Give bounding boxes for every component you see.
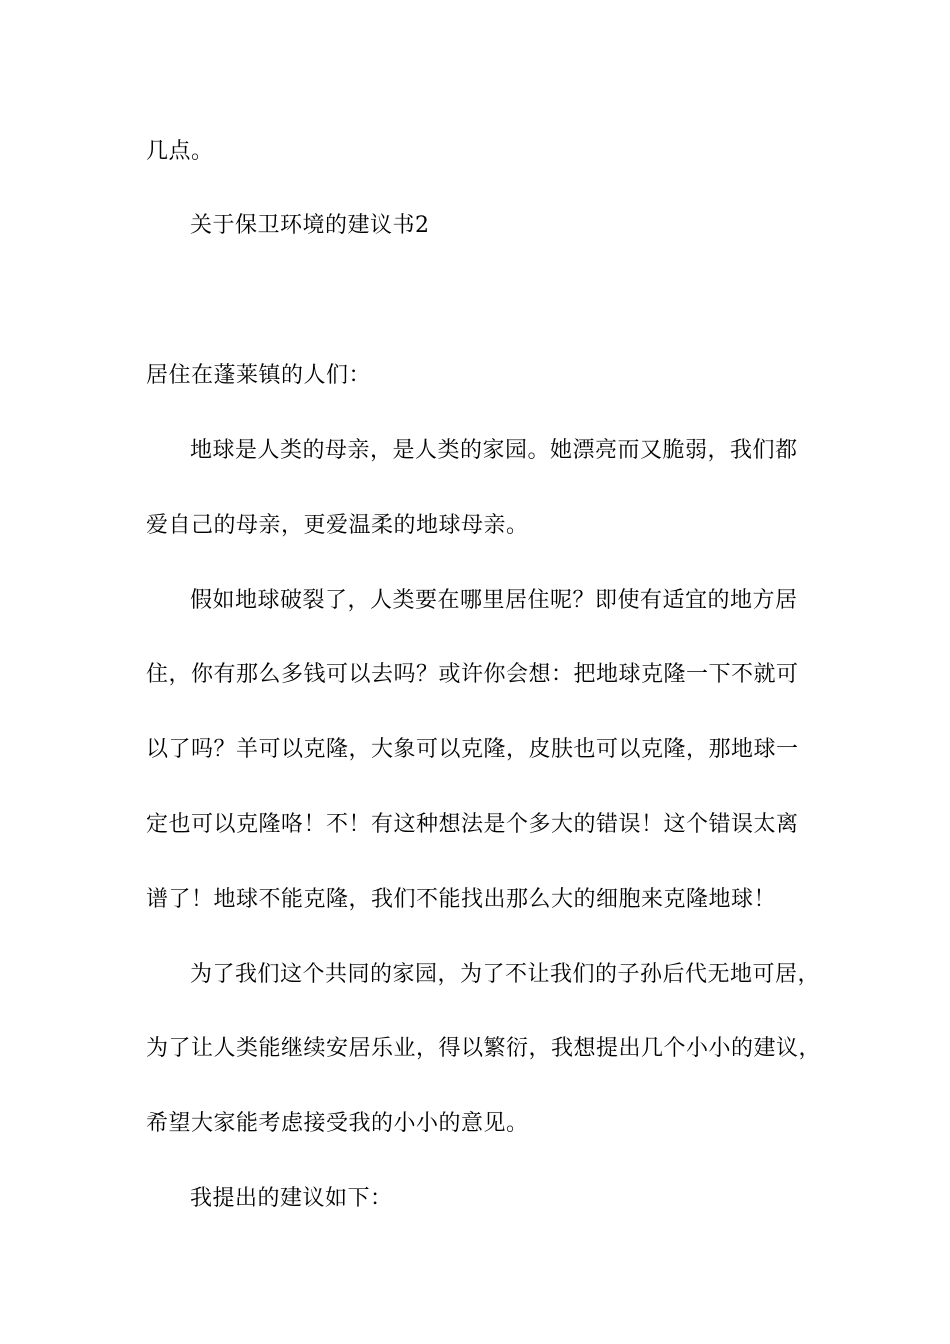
section-title: 关于保卫环境的建议书2 bbox=[190, 213, 430, 238]
paragraph-line: 定也可以克隆咯！不！有这种想法是个多大的错误！这个错误太离 bbox=[146, 812, 799, 837]
paragraph-line: 地球是人类的母亲，是人类的家园。她漂亮而又脆弱，我们都 bbox=[190, 438, 798, 463]
salutation: 居住在蓬莱镇的人们： bbox=[146, 363, 372, 388]
text-line-continuation: 几点。 bbox=[146, 139, 214, 164]
paragraph-line: 谱了！地球不能克隆，我们不能找出那么大的细胞来克隆地球！ bbox=[146, 887, 777, 912]
paragraph-line: 假如地球破裂了，人类要在哪里居住呢？即使有适宜的地方居 bbox=[190, 588, 798, 613]
paragraph-line: 住，你有那么多钱可以去吗？或许你会想：把地球克隆一下不就可 bbox=[146, 662, 799, 687]
paragraph-line: 希望大家能考虑接受我的小小的意见。 bbox=[146, 1111, 529, 1136]
paragraph-line: 爱自己的母亲，更爱温柔的地球母亲。 bbox=[146, 513, 529, 538]
paragraph-line: 以了吗？羊可以克隆，大象可以克隆，皮肤也可以克隆，那地球一 bbox=[146, 737, 799, 762]
paragraph-line: 为了我们这个共同的家园，为了不让我们的子孙后代无地可居， bbox=[190, 962, 821, 987]
paragraph-line: 我提出的建议如下： bbox=[190, 1186, 393, 1211]
paragraph-line: 为了让人类能继续安居乐业，得以繁衍，我想提出几个小小的建议， bbox=[146, 1036, 822, 1061]
